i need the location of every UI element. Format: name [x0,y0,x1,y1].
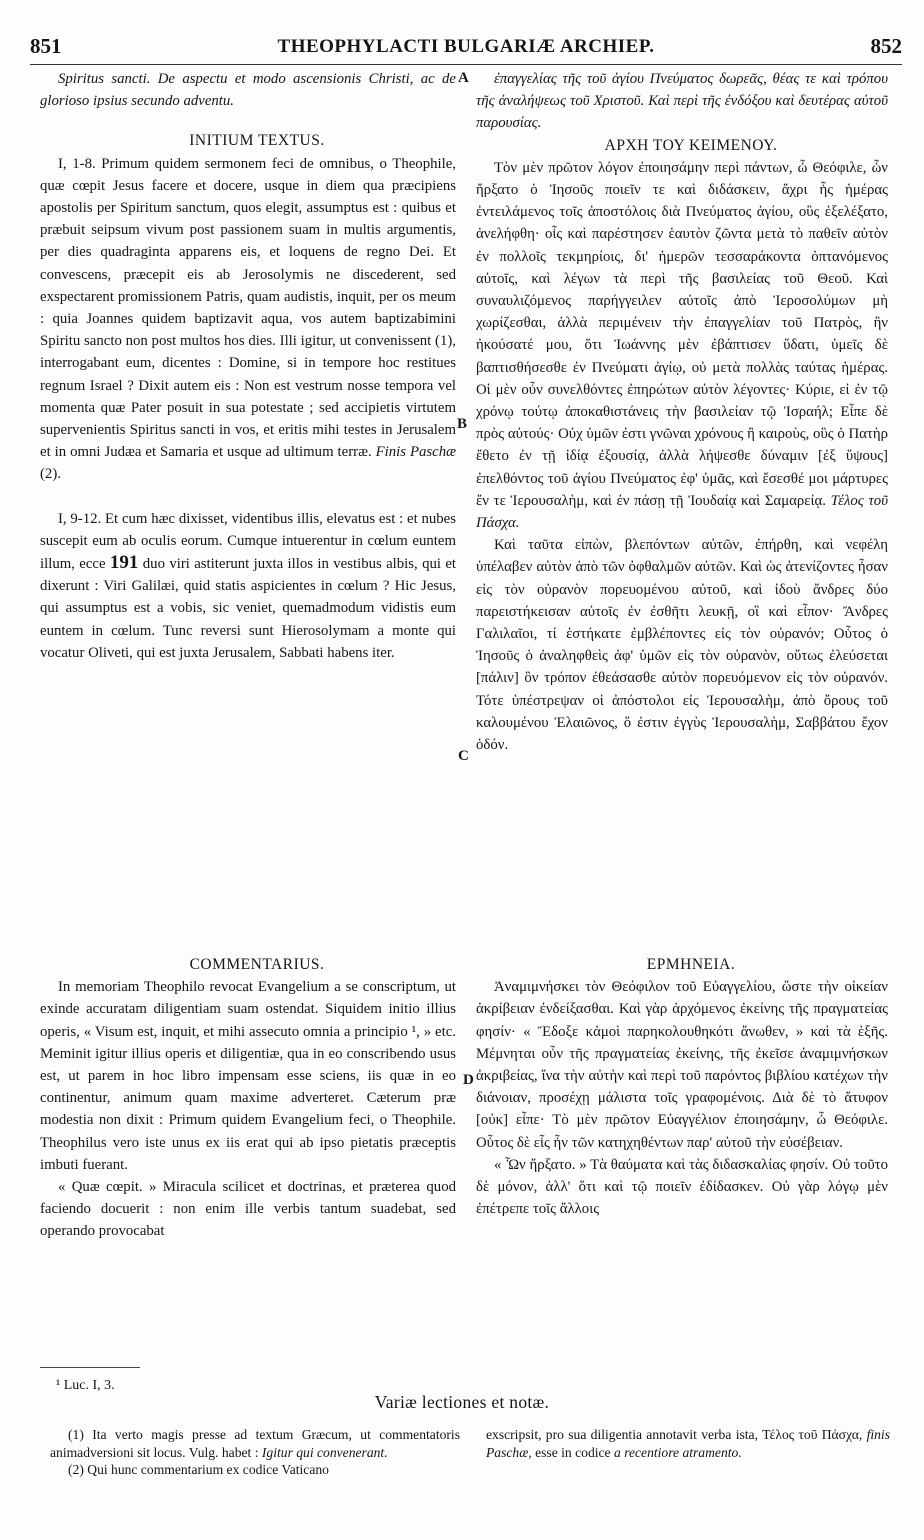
running-title: THEOPHYLACTI BULGARIÆ ARCHIEP. [277,36,655,57]
note-1: (1) Ita verto magis presse ad textum Græcum, ut commentatoris animadversioni sit locus. Vulg. habet : Igitur qui convenerant. [50,1427,460,1460]
notes-left [50,1426,460,1479]
running-header [30,34,902,64]
margin-letter-c: C [458,748,469,764]
greek-commentary-heading: ΕΡΜΗΝΕΙΑ. [646,956,736,973]
footnote-rule [40,1367,140,1368]
note-2: (2) Qui hunc commentarium ex codice Vaticano [68,1462,329,1478]
latin-commentary-heading: COMMENTARIUS. [189,956,325,973]
margin-letter-b: B [457,416,468,432]
header-rule [30,64,902,65]
latin-commentary-paragraph-2: « Quæ cœpit. » Miracula scilicet et doctrinas, et præterea quod faciendo docuerit : non enim ille verbis tantum suadebat, sed operando provocabat [40,1179,456,1240]
latin-column [40,68,456,664]
margin-letter-a: A [458,70,469,86]
latin-paragraph-2: I, 9-12. Et cum hæc dixisset, videntibus illis, elevatus est : et nubes suscepit eum ab oculis eorum. Cumque intuerentur in cœlum euntem illum, ecce 191 duo viri astiterunt juxta illos in vestibus albis, qui et dixerunt : Viri Galilæi, quid statis aspicientes in cœlum ? Hic Jesus, qui assumptus est a vobis, sic veniet, quemadmodum vidistis eum euntem in cœlum. Tunc reversi sunt Hierosolymam a monte qui vocatur Oliveti, qui est juxta Jerusalem, Sabbati habens iter. [40,510,457,661]
notes-heading: Variæ lectiones et notæ. [374,1392,550,1412]
greek-paragraph-1: Τὸν μὲν πρῶτον λόγον ἐποιησάμην περὶ πάντων, ὦ Θεόφιλε, ὧν ἤρξατο ὁ Ἰησοῦς ποιεῖν τε καὶ διδάσκειν, ἄχρι ἧς ἡμέρας ἐντειλάμενος τοῖς ἀποστόλοις διὰ Πνεύματος ἁγίου, οὓς ἐξελέξατο, ἀνελήφθη· οἷς καὶ παρέστησεν ἑαυτὸν ζῶντα μετὰ τὸ παθεῖν αὐτὸν ἐν πολλοῖς τεκμηρίοις, δι' ἡμερῶν τεσσαράκοντα ὀπτανόμενος αὐτοῖς, καὶ λέγων τὰ περὶ τῆς βασιλείας τοῦ Θεοῦ. Καὶ συναυλιζόμενος παρήγγειλεν αὐτοῖς ἀπὸ Ἱεροσολύμων μὴ χωρίζεσθαι, ἀλλὰ περιμένειν τὴν ἐπαγγελίαν τοῦ Πατρὸς, ἣν ἠκούσατέ μου, ὅτι Ἰωάννης μὲν ἐβάπτισεν ὕδατι, ὑμεῖς δὲ βαπτισθήσεσθε ἐν Πνεύματι ἁγίῳ, οὐ μετὰ πολλὰς ταύτας ἡμέρας. Οἱ μὲν οὖν συνελθόντες ἐπηρώτων αὐτὸν λέγοντες· Κύριε, εἰ ἐν τῷ χρόνῳ τούτῳ ἀποκαθιστάνεις τὴν βασιλείαν τῷ Ἰσραήλ; Εἶπε δὲ πρὸς αὐτούς· Οὐχ ὑμῶν ἐστι γνῶναι χρόνους ἢ καιροὺς, οὓς ὁ Πατὴρ ἔθετο ἐν τῇ ἰδίᾳ ἐξουσίᾳ, ἀλλὰ λήψεσθε δύναμιν [ἐξ ὕψους] ἐπελθόντος τοῦ ἁγίου Πνεύματος ἐφ' ὑμᾶς, καὶ ἔσεσθέ μοι μάρτυρες ἔν τε Ἱερουσαλὴμ, καὶ ἐν πάσῃ τῇ Ἰουδαίᾳ καὶ Σαμαρείᾳ. Τέλος τοῦ Πάσχα. [476,159,888,532]
greek-intro: ἐπαγγελίας τῆς τοῦ ἁγίου Πνεύματος δωρεᾶς, θέας τε καὶ τρόπου τῆς ἀναλήψεως τοῦ Χριστοῦ. Καὶ περὶ τῆς ἐνδόξου καὶ δευτέρας αὐτοῦ παρουσίας. [476,71,888,132]
greek-textus-heading: ΑΡΧΗ ΤΟΥ ΚΕΙΜΕΝΟΥ. [604,136,778,154]
greek-paragraph-2: Καὶ ταῦτα εἰπὼν, βλεπόντων αὐτῶν, ἐπήρθη, καὶ νεφέλη ὑπέλαβεν αὐτὸν ἀπὸ τῶν ὀφθαλμῶν αὐτῶν. Καὶ ὡς ἀτενίζοντες ἦσαν εἰς τὸν οὐρανὸν πορευομένου αὐτοῦ, καὶ ἰδοὺ ἄνδρες δύο παρειστήκεισαν αὐτοῖς ἐν ἐσθῆτι λευκῇ, οἳ καὶ εἶπον· Ἄνδρες Γαλιλαῖοι, τί ἑστήκατε ἐμβλέποντες εἰς τὸν οὐρανόν; Οὗτος ὁ Ἰησοῦς ὁ ἀναληφθεὶς ἀφ' ὑμῶν εἰς τὸν οὐρανὸν, οὕτως ἐλεύσεται [πάλιν] ὃν τρόπον ἐθεάσασθε αὐτὸν πορευόμενον εἰς τὸν οὐρανόν. Τότε ὑπέστρεψαν οἱ ἀπόστολοι εἰς Ἱερουσαλὴμ, ἀπὸ ὄρους τοῦ καλουμένου Ἐλαιῶνος, ὅ ἐστιν ἐγγὺς Ἱερουσαλὴμ, Σαββάτου ἔχον ὁδόν. [476,537,888,754]
greek-commentary [476,954,888,1220]
column-marker: 191 [109,552,139,574]
note-2-continued: exscripsit, pro sua diligentia annotavit verba ista, Τέλος τοῦ Πάσχα, finis Paschæ, esse in codice a recentiore atramento. [486,1427,890,1460]
latin-commentary [40,954,456,1243]
notes-right [486,1426,890,1461]
latin-commentary-paragraph-1: In memoriam Theophilo revocat Evangelium a se conscriptum, ut exinde accuratam diligentiam suam ostendat. Siquidem initio illius operis, « Visum est, inquit, et mihi assecuto omnia a principio ¹, » etc. Meminit igitur illius operis et diligentiæ, qua in eo conscribendo usus est, ut parem in hoc libro impensam esse sciens, iis quæ in eo continentur, animum quam maxime adverteret. Cæterum præ modestia non dixit : Primum quidem Evangelium feci, o Theophile. Theophilus vero iste unus ex iis erat qui ab ipso pietatis præceptis imbuti fuerant. [40,979,456,1173]
greek-commentary-paragraph-2: « Ὧν ἤρξατο. » Τὰ θαύματα καὶ τὰς διδασκαλίας φησίν. Οὐ τοῦτο δὲ μόνον, ἀλλ' ὅτι καὶ τῷ ποιεῖν ἐδίδασκεν. Οὐ γὰρ λόγῳ μὲν ἐπέτρεπε τοῖς ἄλλοις [476,1156,888,1218]
latin-textus-heading: INITIUM TEXTUS. [189,132,325,150]
greek-column [476,68,888,756]
latin-intro: Spiritus sancti. De aspectu et modo ascensionis Christi, ac de glorioso ipsius secundo adventu. [40,71,456,110]
latin-paragraph-1: I, 1-8. Primum quidem sermonem feci de omnibus, o Theophile, quæ cœpit Jesus facere et docere, usque in diem qua præcipiens apostolis per Spiritum sanctum, quos elegit, assumptus est : quibus et præbuit seipsum vivum post passionem suam in multis argumentis, per dies quadraginta apparens eis, et loquens de regno Dei. Et convescens, præcepit eis ab Jerosolymis ne discederent, sed exspectarent promissionem Patris, quam audistis, inquit, per os meum : quia Joannes quidem baptizavit aqua, vos autem baptizabimini Spiritu sancto non post multos hos dies. Illi igitur, ut convenissent (1), interrogabant eum, dicentes : Domine, si in tempore hoc restitues regnum Israel ? Dixit autem eis : Non est vestrum nosse tempora vel momenta quæ Pater posuit in sua potestate ; sed accipietis virtutem supervenientis Spiritus sancti in vos, et eritis mihi testes in Jerusalem et in omni Judæa et Samaria et usque ad ultimum terræ. Finis Paschæ (2). [40,155,456,483]
greek-commentary-paragraph-1: Ἀναμιμνήσκει τὸν Θεόφιλον τοῦ Εὐαγγελίου, ὥστε τὴν οἰκείαν ἀκρίβειαν ἐνδείξασθαι. Καὶ γὰρ ἀρχόμενος ἐκείνης τῆς πραγματείας φησίν· « Ἔδοξε κἀμοὶ παρηκολουθηκότι ἄνωθεν, » καὶ τὰ ἑξῆς. Μέμνηται οὖν τῆς πραγματείας ἐκείνης, τῆς ἐκεῖσε ἀναμιμνήσκων ἀκριβείας, ἵνα τὴν αὐτὴν καὶ περὶ τοῦ παρόντος βιβλίου κατέχων τὴν διάνοιαν, προσέχῃ μάλιστα τοῖς γραφομένοις. Διὰ δὲ τὸ ἄτυφον [οὐκ] εἶπε· Τὸ μὲν πρῶτον Εὐαγγέλιον ἐποιησάμην, ὦ Θεόφιλε. Οὗτος δὲ εἷς ἦν τῶν κατηχηθέντων παρ' αὐτοῦ τὴν εὐσέβειαν. [476,979,888,1151]
column-number-left: 851 [30,34,62,58]
margin-letter-d: D [463,1072,474,1088]
column-number-right: 852 [870,34,902,58]
footnote: ¹ Luc. I, 3. [56,1378,115,1393]
